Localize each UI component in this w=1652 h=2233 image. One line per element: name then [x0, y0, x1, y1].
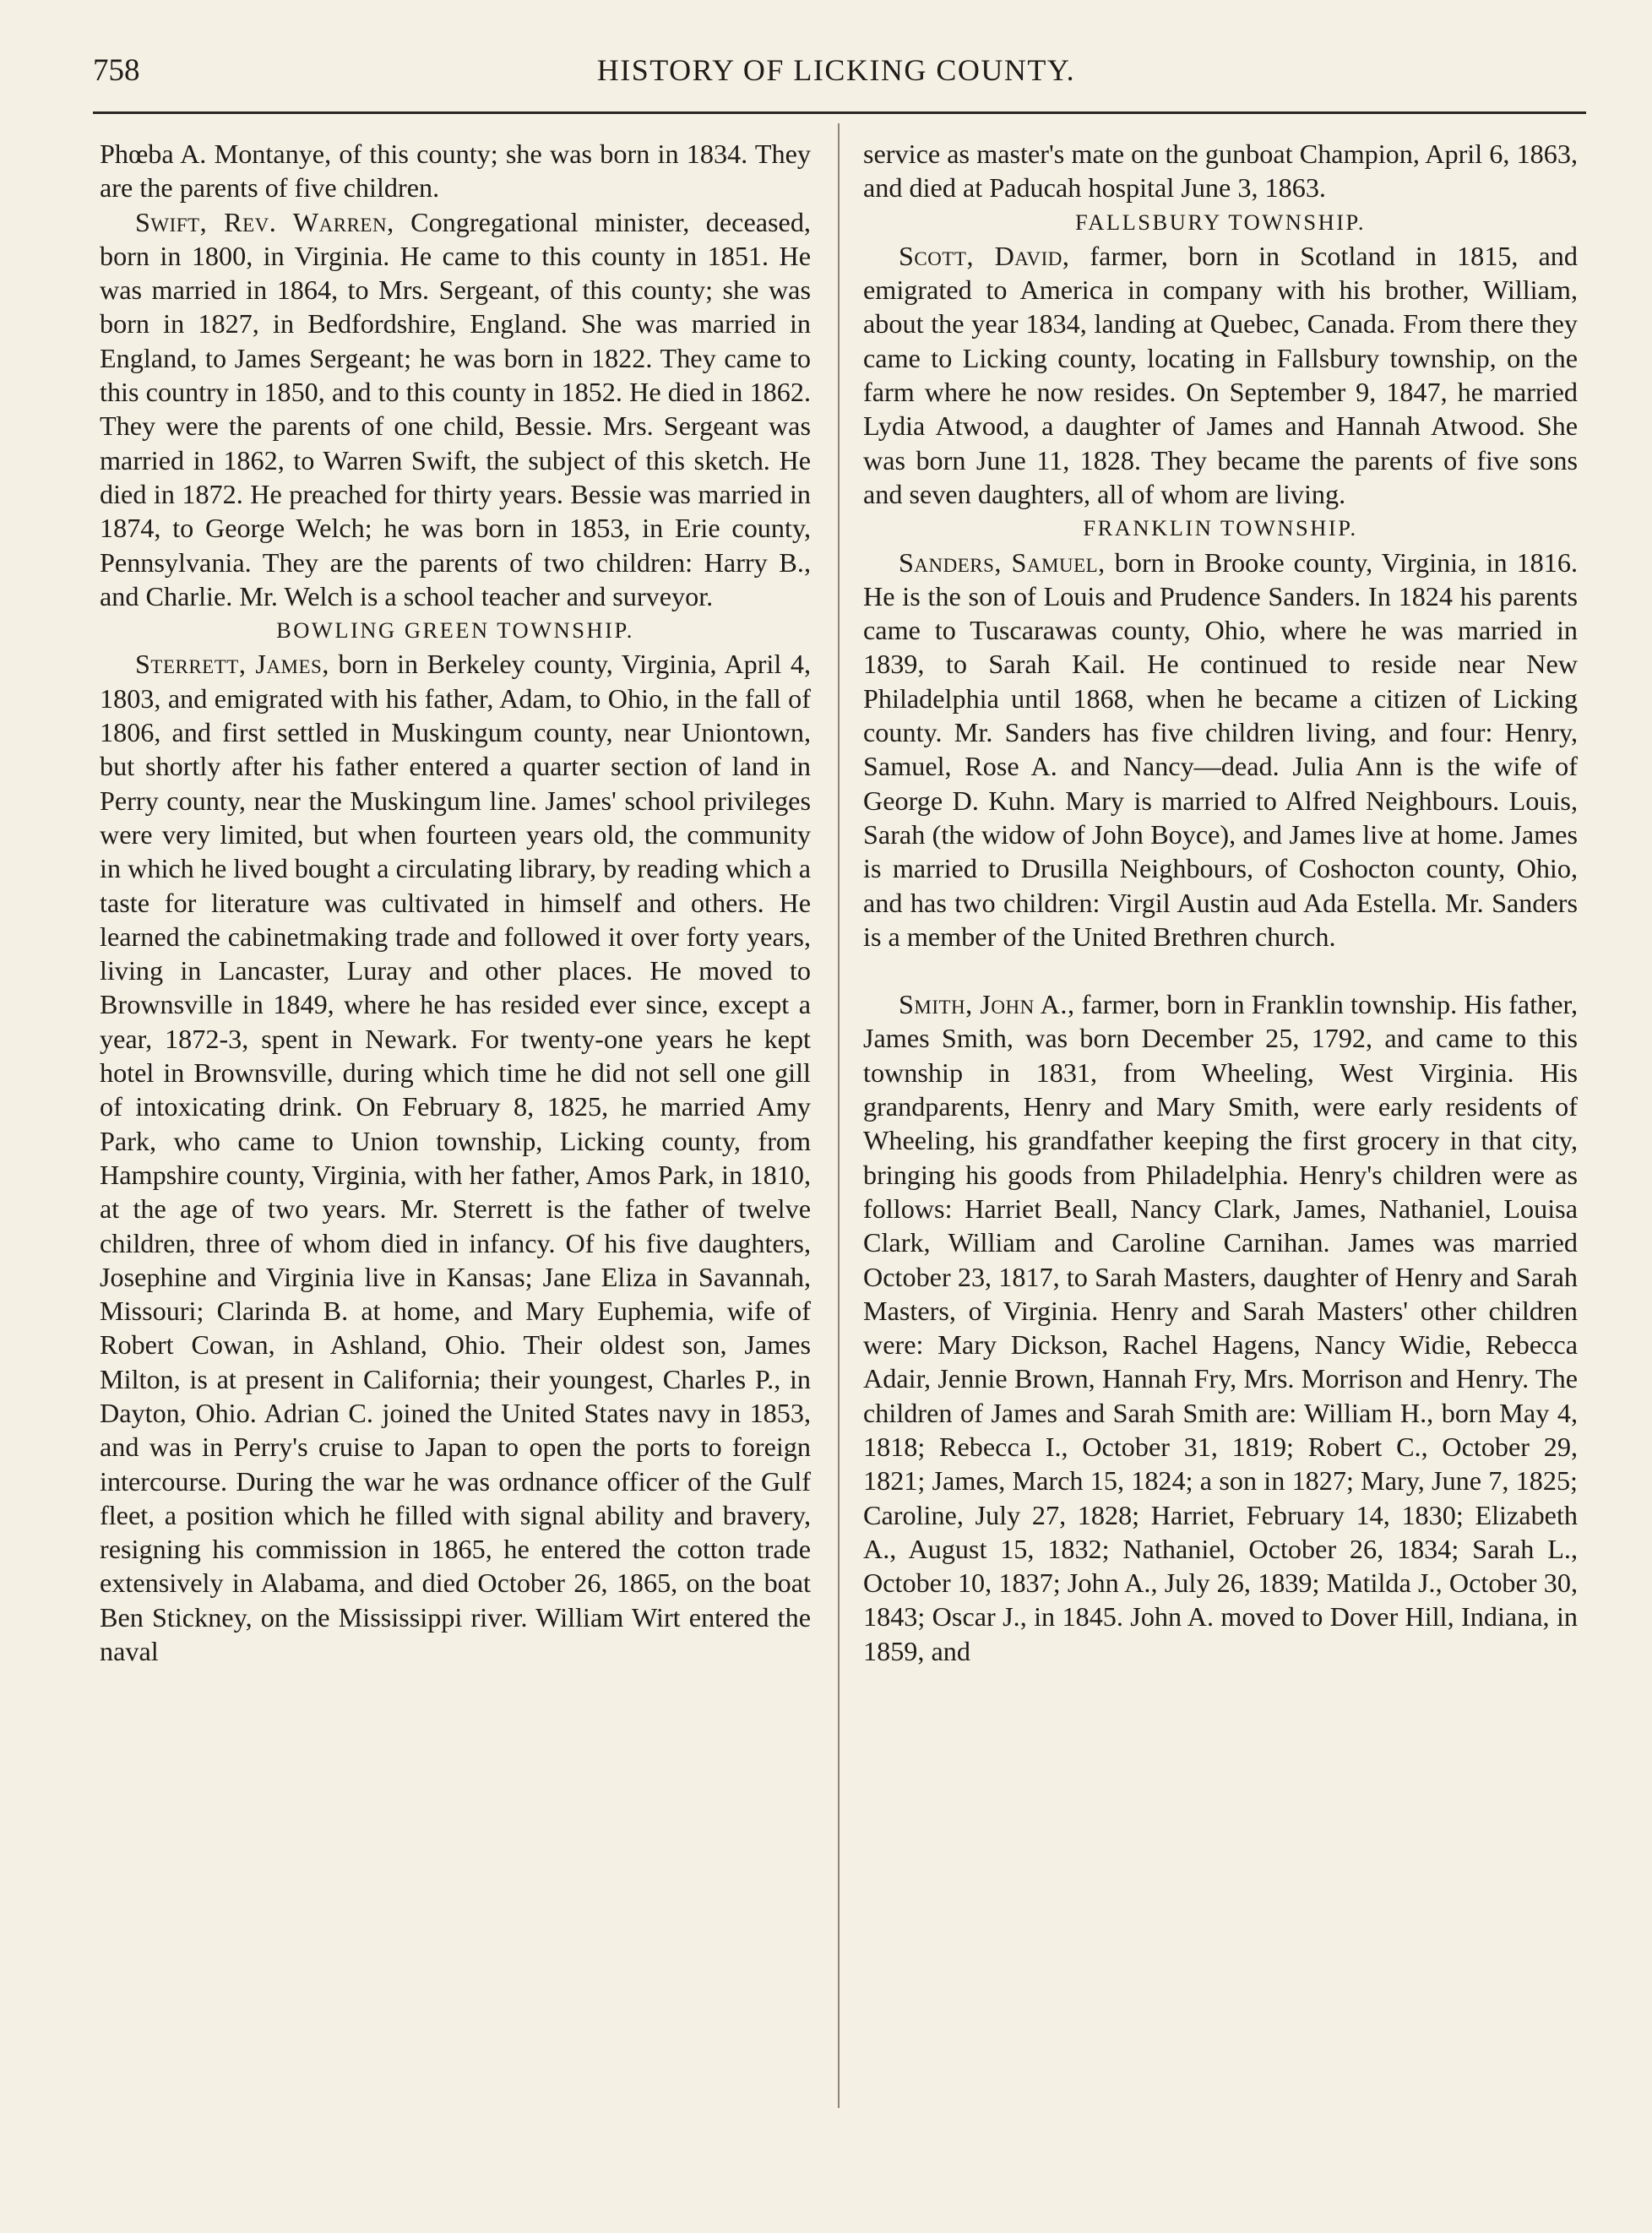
- entry-sanders: [863, 546, 1578, 954]
- entry-name-scott: Scott, David,: [899, 240, 1070, 271]
- entry-name-sanders: Sanders, Samuel,: [899, 546, 1106, 578]
- entry-name-sterrett: Sterrett, James,: [135, 649, 329, 680]
- entry-sterrett: [100, 647, 811, 1668]
- paragraph-gap: [863, 954, 1578, 987]
- entry-text-swift: Congregational minister, deceased, born in 1800, in Virginia. He came to this county in 1851. He was married in 1864, to Mrs. Sergeant, of this county; she was born in 1827, in Bedfordshire, England. She was married in England, to James Sergeant; he was born in 1822. They came to this country in 1850, and to this county in 1852. He died in 1862. They were the parents of one child, Bessie. Mrs. Sergeant was married in 1862, to Warren Swift, the subject of this sketch. He died in 1872. He preached for thirty years. Bessie was married in 1874, to George Welch; he was born in 1853, in Erie county, Pennsylvania. They are the parents of two children: Harry B., and Charlie. Mr. Welch is a school teacher and surveyor.: [100, 206, 811, 611]
- entry-text-sterrett: born in Berkeley county, Virginia, April 4, 1803, and emigrated with his father, Adam, to Ohio, in the fall of 1806, and first settled in Muskingum county, near Uniontown, but shortly after his father entered a quarter section of land in Perry county, near the Muskingum line. James' school privileges were very limited, but when fourteen years old, the community in which he lived bought a circulating library, by reading which a taste for literature was cultivated in himself and others. He learned the cabinetmaking trade and followed it over forty years, living in Lancaster, Luray and other places. He moved to Brownsville in 1849, where he has resided ever since, except a year, 1872-3, spent in Newark. For twenty-one years he kept hotel in Brownsville, during which time he did not sell one gill of intoxicating drink. On February 8, 1825, he married Amy Park, who came to Union township, Licking county, from Hampshire county, Virginia, with her father, Amos Park, in 1810, at the age of two years. Mr. Sterrett is the father of twelve children, three of whom died in infancy. Of his five daughters, Josephine and Virginia live in Kansas; Jane Eliza in Savannah, Missouri; Clarinda B. at home, and Mary Euphemia, wife of Robert Cowan, in Ashland, Ohio. Their oldest son, James Milton, is at present in California; their youngest, Charles P., in Dayton, Ohio. Adrian C. joined the United States navy in 1853, and was in Perry's cruise to Japan to open the ports to foreign intercourse. During the war he was ordnance officer of the Gulf fleet, a position which he filled with signal ability and bravery, resigning his commission in 1865, he entered the cotton trade extensively in Alabama, and died October 26, 1865, on the boat Ben Stickney, on the Mississippi river. William Wirt entered the naval: [100, 649, 812, 1667]
- entry-smith: [863, 987, 1578, 1668]
- running-title: HISTORY OF LICKING COUNTY.: [596, 53, 1076, 87]
- column-divider: [838, 123, 840, 2108]
- right-column: [863, 137, 1578, 1668]
- header-rule: [93, 111, 1586, 114]
- paragraph-montanye-continuation: Phœba A. Montanye, of this county; she was born in 1834. They are the parents of five children.: [100, 139, 811, 204]
- left-column: [100, 137, 811, 1668]
- entry-text-scott: farmer, born in Scotland in 1815, and emigrated to America in company with his brother, William, about the year 1834, landing at Quebec, Canada. From there they came to Licking county, locating in Fallsbury township, on the farm where he now resides. On September 9, 1847, he married Lydia Atwood, a daughter of James and Hannah Atwood. She was born June 11, 1828. They became the parents of five sons and seven daughters, all of whom are living.: [863, 240, 1578, 509]
- entry-swift: [100, 205, 811, 614]
- paragraph-naval-continuation: service as master's mate on the gunboat Champion, April 6, 1863, and died at Paducah hospital June 3, 1863.: [863, 139, 1578, 204]
- entry-text-smith: farmer, born in Franklin township. His father, James Smith, was born December 25, 1792, and came to this township in 1831, from Wheeling, West Virginia. His grandparents, Henry and Mary Smith, were early residents of Wheeling, his grandfather keeping the first grocery in that city, bringing his goods from Philadelphia. Henry's children were as follows: Harriet Beall, Nancy Clark, James, Nathaniel, Louisa Clark, William and Caroline Carnihan. James was married October 23, 1817, to Sarah Masters, daughter of Henry and Sarah Masters, of Virginia. Henry and Sarah Masters' other children were: Mary Dickson, Rachel Hagens, Nancy Widie, Rebecca Adair, Jennie Brown, Hannah Fry, Mrs. Morrison and Henry. The children of James and Sarah Smith are: William H., born May 4, 1818; Rebecca I., October 31, 1819; Robert C., October 29, 1821; James, March 15, 1824; a son in 1827; Mary, June 7, 1825; Caroline, July 27, 1828; Harriet, February 14, 1830; Elizabeth A., August 15, 1832; Nathaniel, October 26, 1834; Sarah L., October 10, 1837; John A., July 26, 1839; Matilda J., October 30, 1843; Oscar J., in 1845. John A. moved to Dover Hill, Indiana, in 1859, and: [863, 989, 1578, 1666]
- page-number: 758: [93, 53, 140, 88]
- entry-text-sanders: born in Brooke county, Virginia, in 1816. He is the son of Louis and Prudence Sanders. In 1824 his parents came to Tuscarawas county, Ohio, where he was married in 1839, to Sarah Kail. He continued to reside near New Philadelphia until 1868, when he became a citizen of Licking county. Mr. Sanders has five children living, and four: Henry, Samuel, Rose A. and Nancy—dead. Julia Ann is the wife of George D. Kuhn. Mary is married to Alfred Neighbours. Louis, Sarah (the widow of John Boyce), and James live at home. James is married to Drusilla Neighbours, of Coshocton county, Ohio, and has two children: Virgil Austin aud Ada Estella. Mr. Sanders is a member of the United Brethren church.: [863, 546, 1578, 952]
- section-heading-franklin: FRANKLIN TOWNSHIP.: [1083, 515, 1358, 541]
- section-heading-bowling-green: BOWLING GREEN TOWNSHIP.: [276, 617, 634, 644]
- entry-name-swift: Swift, Rev. Warren,: [135, 206, 394, 237]
- entry-scott: [863, 239, 1578, 511]
- section-heading-fallsbury: FALLSBURY TOWNSHIP.: [1075, 209, 1366, 235]
- entry-name-smith: Smith, John A.,: [899, 989, 1075, 1020]
- page-header: [93, 52, 1579, 95]
